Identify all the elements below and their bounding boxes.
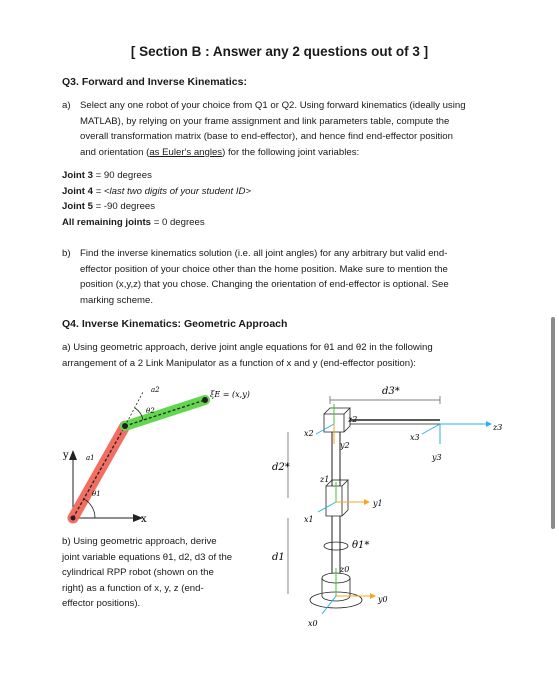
z3-label: z3 xyxy=(493,423,503,432)
joint-value: = 0 degrees xyxy=(151,216,205,228)
theta1-rotation-arc xyxy=(324,542,348,550)
y3-label: y3 xyxy=(432,453,442,462)
a2-label: a2 xyxy=(151,386,160,394)
text-line: position (x,y,z) that you chose. Changing the orientation of end-effector is optional. See xyxy=(80,279,449,291)
text-fragment: and orientation ( xyxy=(80,146,150,158)
x0-label: x0 xyxy=(308,619,318,628)
y-axis-label: y xyxy=(63,450,69,461)
x1-label: x1 xyxy=(304,515,314,524)
scrollbar-thumb[interactable] xyxy=(551,317,555,529)
q4b-text xyxy=(62,534,252,612)
prismatic-joint-1-body xyxy=(326,480,348,516)
q3a-text xyxy=(80,98,520,160)
joint-label: Joint 3 xyxy=(62,170,93,181)
end-effector-label: ξE = (x,y) xyxy=(210,390,250,399)
text-line: effector position of your choice other than the home position. Make sure to mention the xyxy=(80,263,448,275)
q3b-text xyxy=(80,246,520,308)
joint-item xyxy=(62,199,251,215)
x3-axis xyxy=(422,424,440,434)
text-line: joint variable equations θ1, d2, d3 of the xyxy=(62,551,233,563)
q3-heading: Q3. Forward and Inverse Kinematics: xyxy=(62,76,247,88)
y1-label: y1 xyxy=(373,499,383,508)
q3a-label: a) xyxy=(62,100,71,111)
text-line: right) as a function of x, y, z (end- xyxy=(62,582,204,594)
y-axis-arrow xyxy=(69,450,77,460)
theta2-label: θ2 xyxy=(146,407,155,415)
text-fragment: ) for the following joint variables: xyxy=(222,146,360,158)
joint-label: Joint 5 xyxy=(62,201,93,213)
text-line: MATLAB), by relying on your frame assignment and link parameters table, compute the xyxy=(80,115,450,127)
x2-label: x2 xyxy=(304,429,314,438)
d2-label: d2* xyxy=(272,462,290,473)
q3b-label: b) xyxy=(62,248,71,259)
text-line: marking scheme. xyxy=(80,294,154,306)
joint-item xyxy=(62,184,251,200)
y2-label: y2 xyxy=(340,441,350,450)
d1-label: d1 xyxy=(272,552,285,563)
q4a-text xyxy=(62,340,522,371)
joint-list xyxy=(62,168,251,230)
joint-item xyxy=(62,168,251,184)
two-link-manipulator-diagram xyxy=(55,378,280,528)
z2-label: z2 xyxy=(348,415,358,424)
z0-label: z0 xyxy=(340,565,350,574)
z1-label: z1 xyxy=(320,475,330,484)
joint-value: = 90 degrees xyxy=(92,170,152,181)
joint-value: = <last two digits of your student ID> xyxy=(92,185,252,197)
text-line: cylindrical RPP robot (shown on the xyxy=(62,567,214,579)
text-line: effector positions). xyxy=(62,598,141,610)
joint-label: All remaining joints xyxy=(62,216,152,228)
text-line: overall transformation matrix (base to end-effector), and hence find end-effector position xyxy=(80,131,453,143)
base-joint xyxy=(71,516,76,521)
theta1-label: θ1* xyxy=(352,540,370,551)
text-line: b) Using geometric approach, derive xyxy=(62,536,217,547)
joint-value: = -90 degrees xyxy=(92,201,156,213)
x3-label: x3 xyxy=(410,433,420,442)
text-line xyxy=(80,145,520,161)
q4-heading: Q4. Inverse Kinematics: Geometric Approach xyxy=(62,318,288,330)
z3-arrow xyxy=(486,421,492,427)
joint-label: Joint 4 xyxy=(62,185,93,197)
elbow-joint xyxy=(122,423,128,429)
text-line: arrangement of a 2 Link Manipulator as a function of x and y (end-effector position): xyxy=(62,357,416,369)
rpp-robot-diagram xyxy=(260,378,503,638)
d3-label: d3* xyxy=(382,386,400,397)
prismatic-joint-2-body xyxy=(324,408,350,432)
y0-label: y0 xyxy=(378,595,388,604)
text-line: Select any one robot of your choice from Q1 or Q2. Using forward kinematics (ideally using xyxy=(80,100,466,111)
cube-edge xyxy=(324,408,330,414)
text-line: a) Using geometric approach, derive joint angle equations for θ1 and θ2 in the following xyxy=(62,342,433,353)
y0-arrow xyxy=(370,593,376,599)
x-axis-label: x xyxy=(141,514,147,525)
y1-arrow xyxy=(364,499,370,505)
text-line: Find the inverse kinematics solution (i.e. all joint angles) for any arbitrary but valid end- xyxy=(80,248,448,259)
euler-angles-link: as Euler's angles xyxy=(149,146,223,158)
a1-label: a1 xyxy=(86,454,95,462)
theta1-label: θ1 xyxy=(92,490,101,498)
end-effector-point xyxy=(202,397,208,403)
section-title: [ Section B : Answer any 2 questions out of 3 ] xyxy=(130,44,429,59)
joint-item xyxy=(62,215,251,231)
